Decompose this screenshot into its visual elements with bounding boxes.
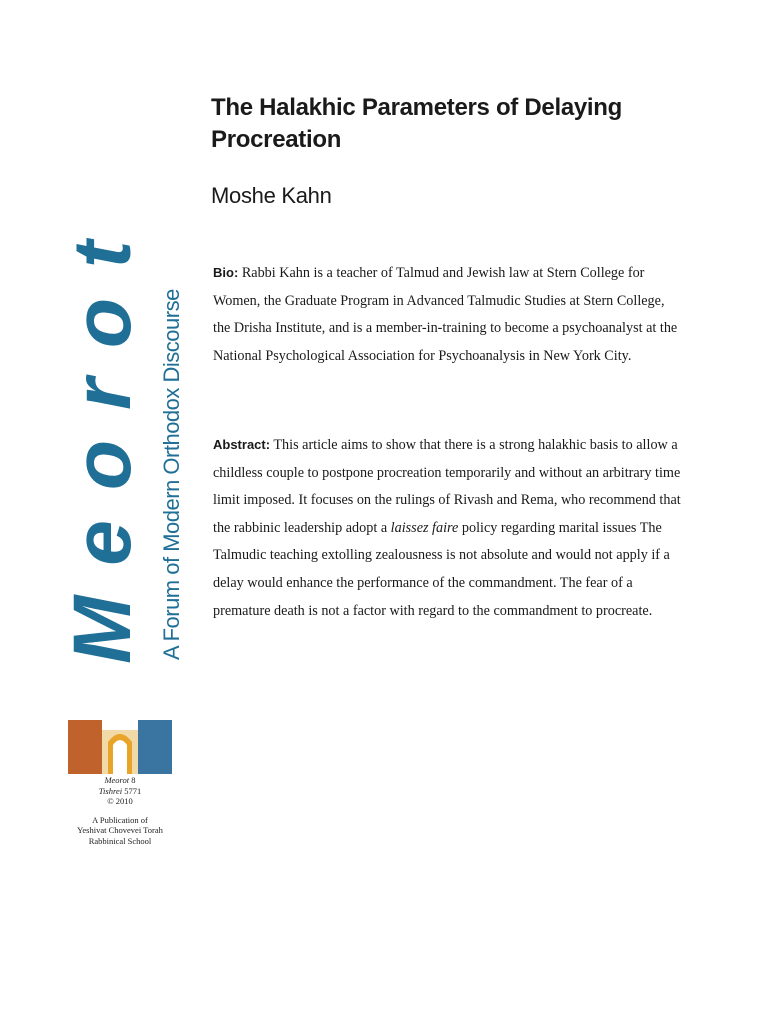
publication-line-1: A Publication of xyxy=(92,814,148,825)
abstract-paragraph xyxy=(213,431,683,625)
author-name: Moshe Kahn xyxy=(211,183,332,208)
publisher-logo xyxy=(68,720,172,774)
date-line xyxy=(60,786,180,797)
abstract-label: Abstract: xyxy=(213,437,271,452)
publication-line-3: Rabbinical School xyxy=(88,835,152,846)
hebrew-month: Tishrei xyxy=(98,785,123,796)
journal-subtitle: A Forum of Modern Orthodox Discourse xyxy=(159,289,184,660)
logo-arch-inner xyxy=(113,740,127,774)
hebrew-year: 5771 xyxy=(124,785,142,796)
colophon xyxy=(60,775,180,846)
logo-left-block xyxy=(68,720,102,774)
abstract-text-end: policy regarding marital issues The Talmudic teaching extolling zealousness is not absolute and would not apply if a delay would enhance the performance of the commandment. The fear of a premature death is not a factor with regard to the commandment to procreate. xyxy=(213,519,670,619)
journal-title: Meorot xyxy=(57,210,148,664)
copyright: © 2010 xyxy=(107,796,133,806)
abstract-italic-term: laissez faire xyxy=(390,519,459,536)
bio-text: Rabbi Kahn is a teacher of Talmud and Jewish law at Stern College for Women, the Graduate Program in Advanced Talmudic Studies at Stern College, the Drisha Institute, and is a member-in-training to become a psychoanalyst at the National Psychological Association for Psychoanalysis in New York City. xyxy=(213,265,678,364)
issue-line xyxy=(60,775,180,786)
logo-right-block xyxy=(138,720,172,774)
issue-name: Meorot xyxy=(104,775,130,785)
abstract-text-start: This article aims to show that there is a strong halakhic basis to allow a childless couple to postpone procreation temporarily and without an arbitrary time limit imposed. It focuses on the rulings of Rivash and Rema, who recommend that the rabbinic leadership adopt a xyxy=(213,437,681,536)
issue-number: 8 xyxy=(131,775,136,785)
bio-paragraph xyxy=(213,259,683,370)
publication-line-2: Yeshivat Chovevei Torah xyxy=(77,825,163,835)
bio-label: Bio: xyxy=(213,265,239,280)
article-title: The Halakhic Parameters of Delaying Procreation xyxy=(211,94,623,153)
